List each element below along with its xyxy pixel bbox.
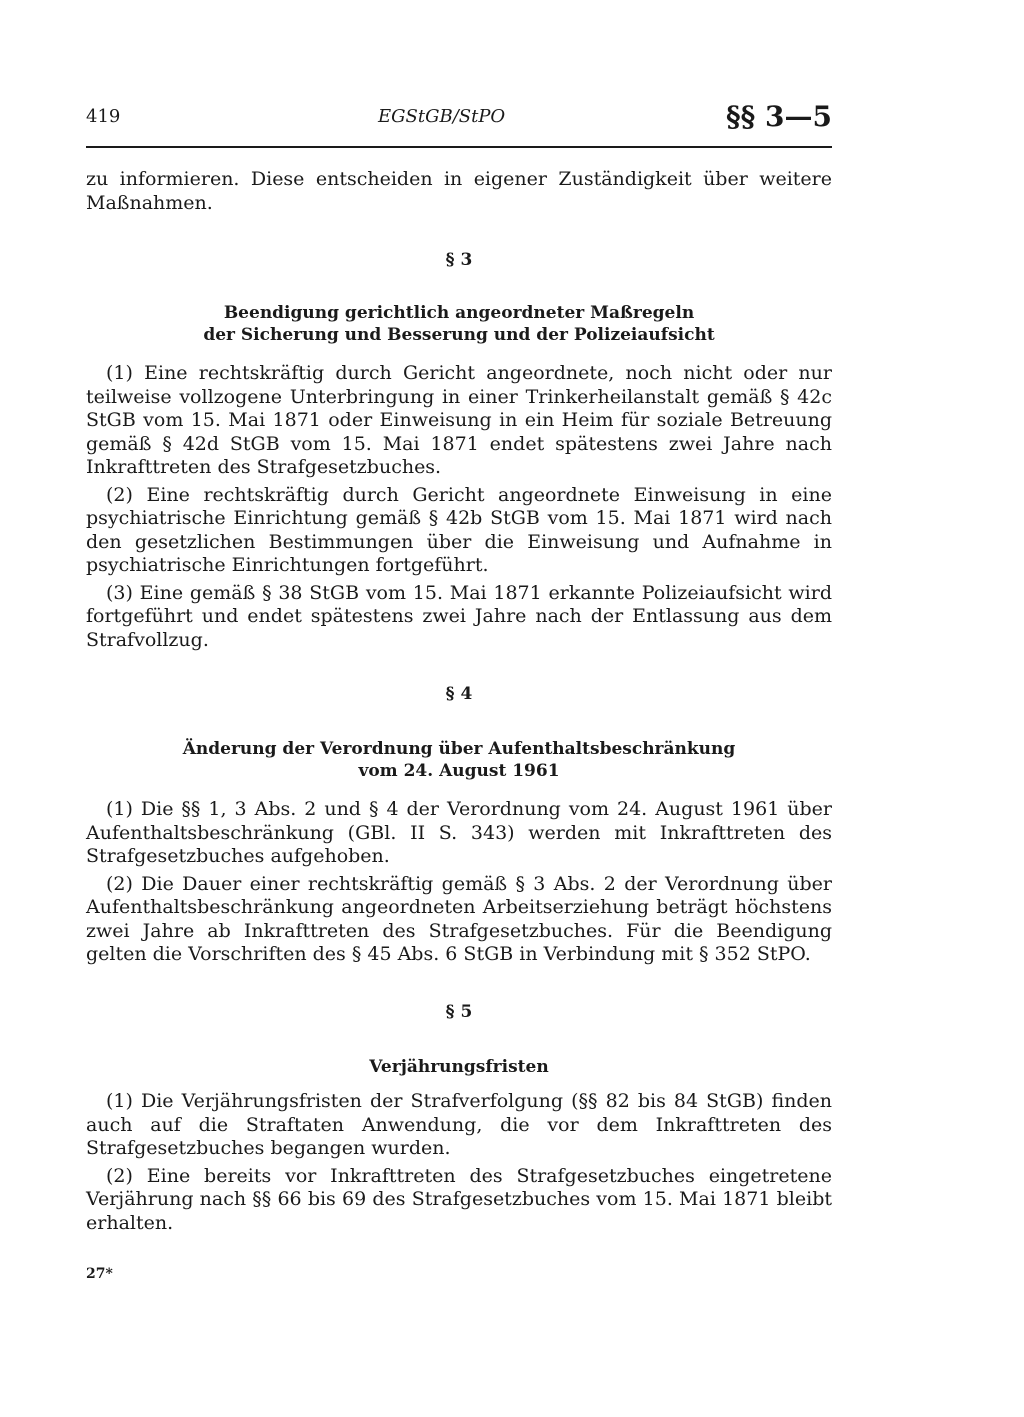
section-4-paragraph-2: (2) Die Dauer einer rechtskräftig gemäß § 3 Abs. 2 der Verordnung über Aufenthaltsbeschränkung angeordneten Arbeitserziehung beträgt höchstens zwei Jahre ab Inkrafttreten des Strafgesetzbuches. Für die Beendigung gelten die Vorschriften des § 45 Abs. 6 StGB in Verbindung mit § 352 StPO. (86, 872, 832, 965)
section-range: §§ 3—5 (726, 100, 832, 133)
section-3-number: § 3 (445, 250, 473, 270)
continuation-block (86, 168, 832, 219)
section-5-title (86, 1056, 832, 1078)
section-4-paragraph-1: (1) Die §§ 1, 3 Abs. 2 und § 4 der Verordnung vom 24. August 1961 über Aufenthaltsbeschränkung (GBl. II S. 343) werden mit Inkrafttreten des Strafgesetzbuches aufgehoben. (86, 798, 832, 867)
section-3-body (86, 362, 832, 656)
section-3-paragraph-1: (1) Eine rechtskräftig durch Gericht angeordnete, noch nicht oder nur teilweise vollzogene Unterbringung in einer Trinkerheilanstalt gemäß § 42c StGB vom 15. Mai 1871 oder Einweisung in ein Heim für soziale Betreuung gemäß § 42d StGB vom 15. Mai 1871 endet spätestens zwei Jahre nach Inkrafttreten des Strafgesetzbuches. (86, 362, 832, 478)
section-4-body (86, 798, 832, 971)
section-3-paragraph-3: (3) Eine gemäß § 38 StGB vom 15. Mai 1871 erkannte Polizeiaufsicht wird fortgeführt und endet spätestens zwei Jahre nach der Entlassung aus dem Strafvollzug. (86, 581, 832, 651)
section-5-title-line: Verjährungsfristen (369, 1057, 549, 1077)
section-4-number: § 4 (445, 684, 473, 704)
section-5-paragraph-1: (1) Die Verjährungsfristen der Strafverfolgung (§§ 82 bis 84 StGB) finden auch auf die Straftaten Anwendung, die vor dem Inkrafttreten des Strafgesetzbuches begangen wurden. (86, 1090, 832, 1159)
continuation-paragraph: zu informieren. Diese entscheiden in eigener Zuständigkeit über weitere Maßnahmen. (86, 168, 832, 214)
section-3-title (86, 302, 832, 346)
section-4-title (86, 738, 832, 782)
section-4-title-line: Änderung der Verordnung über Aufenthaltsbeschränkung (182, 739, 736, 759)
signature-mark: 27* (86, 1266, 113, 1282)
section-5-body (86, 1090, 832, 1239)
running-title: EGStGB/StPO (378, 106, 506, 127)
section-3-paragraph-2: (2) Eine rechtskräftig durch Gericht angeordnete Einweisung in eine psychiatrische Einrichtung gemäß § 42b StGB vom 15. Mai 1871 wird nach den gesetzlichen Bestimmungen über die Einweisung und Aufnahme in psychiatrische Einrichtungen fortgeführt. (86, 483, 832, 576)
page-number: 419 (86, 106, 121, 127)
section-3-title-line: Beendigung gerichtlich angeordneter Maßregeln (223, 303, 695, 323)
section-3-title-line: der Sicherung und Besserung und der Polizeiaufsicht (203, 325, 715, 345)
section-5-number: § 5 (445, 1002, 473, 1022)
section-4-title-line: vom 24. August 1961 (358, 761, 560, 781)
section-5-paragraph-2: (2) Eine bereits vor Inkrafttreten des Strafgesetzbuches eingetretene Verjährung nach §§ 66 bis 69 des Strafgesetzbuches vom 15. Mai 1871 bleibt erhalten. (86, 1164, 832, 1234)
header-rule (86, 146, 832, 148)
page-header (86, 100, 832, 148)
